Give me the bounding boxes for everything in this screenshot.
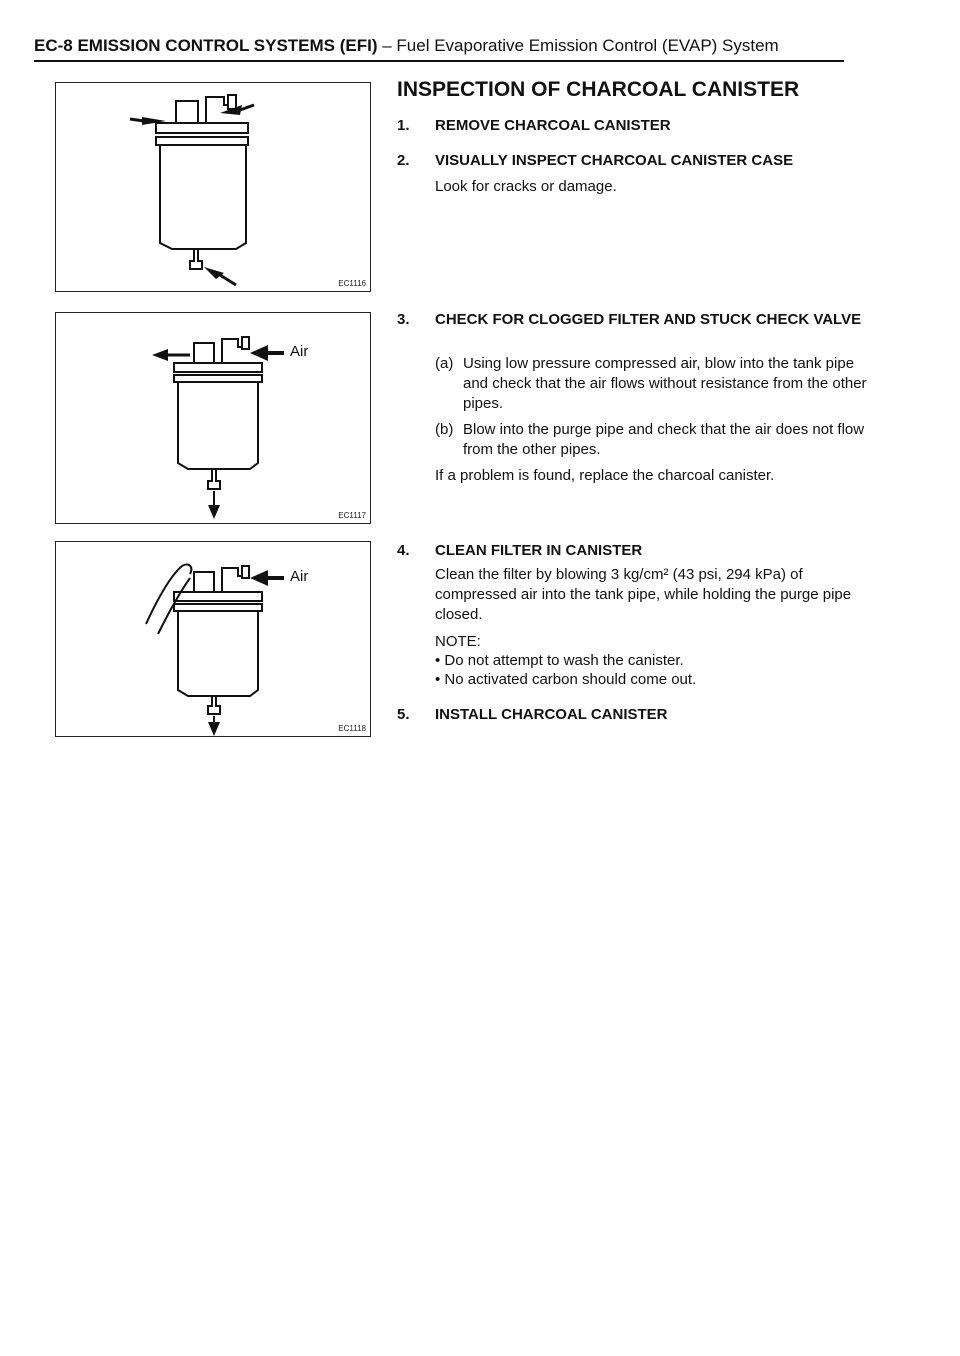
step-4 <box>397 541 877 561</box>
figure-canister-remove <box>55 82 371 292</box>
step-number: 4. <box>397 542 410 559</box>
sub-text: Blow into the purge pipe and check that the air does not flow from the other pipes. <box>463 421 865 458</box>
sub-text: Using low pressure compressed air, blow into the tank pipe and check that the air flows without resistance from the other pipes. <box>463 355 867 412</box>
note-bullet: • Do not attempt to wash the canister. <box>435 652 684 669</box>
step-5 <box>397 705 877 725</box>
step-3 <box>397 310 877 330</box>
section-title: EC-8 EMISSION CONTROL SYSTEMS (EFI) <box>34 36 378 55</box>
air-label: Air <box>290 343 309 360</box>
step-heading: INSTALL CHARCOAL CANISTER <box>435 706 668 723</box>
page-header <box>34 36 844 56</box>
step-heading: CHECK FOR CLOGGED FILTER AND STUCK CHECK VALVE <box>435 311 862 328</box>
step-heading: CLEAN FILTER IN CANISTER <box>435 542 643 559</box>
canister-cleaning-illustration <box>56 542 372 738</box>
canister-illustration <box>56 83 372 293</box>
step-number: 3. <box>397 311 410 328</box>
step-number: 2. <box>397 152 410 169</box>
air-label: Air <box>290 568 309 585</box>
canister-airflow-illustration <box>56 313 372 525</box>
section-subtitle: – Fuel Evaporative Emission Control (EVAP) System <box>377 36 779 55</box>
figure-canister-clean <box>55 541 371 737</box>
figure-code: EC1118 <box>338 724 366 733</box>
step-4-text: Clean the filter by blowing 3 kg/cm² (43 psi, 294 kPa) of compressed air into the tank pipe, while holding the purge pipe closed. <box>435 566 852 623</box>
step-3-text: If a problem is found, replace the charcoal canister. <box>435 467 775 484</box>
step-number: 1. <box>397 117 410 134</box>
sub-label: (b) <box>435 421 454 438</box>
step-1 <box>397 116 877 136</box>
figure-canister-check <box>55 312 371 524</box>
step-2 <box>397 151 877 171</box>
step-2-text: Look for cracks or damage. <box>435 178 617 195</box>
step-3-sub-a <box>435 354 875 414</box>
note-label: NOTE: <box>435 633 481 650</box>
note-bullet: • No activated carbon should come out. <box>435 671 697 688</box>
header-rule <box>34 60 844 62</box>
sub-label: (a) <box>435 355 454 372</box>
step-heading: REMOVE CHARCOAL CANISTER <box>435 117 671 134</box>
step-3-sub-b <box>435 420 875 460</box>
page-title: INSPECTION OF CHARCOAL CANISTER <box>397 78 800 101</box>
figure-code: EC1116 <box>338 279 366 288</box>
figure-code: EC1117 <box>338 511 366 520</box>
step-heading: VISUALLY INSPECT CHARCOAL CANISTER CASE <box>435 152 794 169</box>
step-number: 5. <box>397 706 410 723</box>
